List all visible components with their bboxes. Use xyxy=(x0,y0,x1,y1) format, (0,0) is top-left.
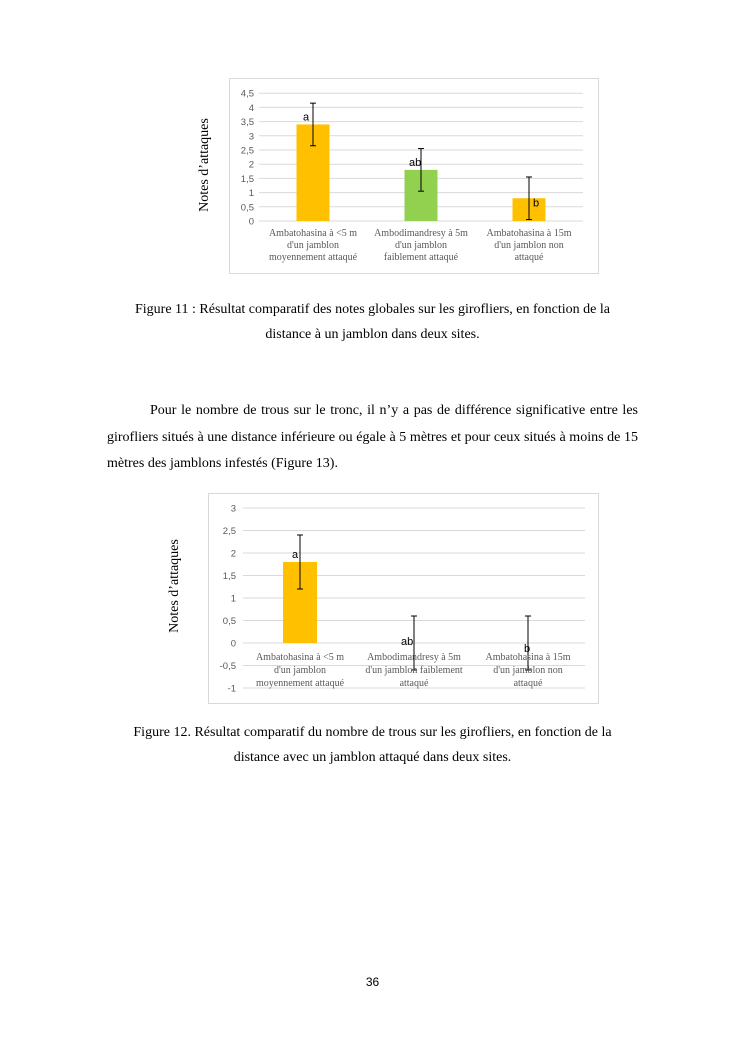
significance-label: b xyxy=(533,197,540,210)
y-tick-label: 1,5 xyxy=(240,173,254,185)
chart1-y-axis-label: Notes d’attaques xyxy=(197,118,212,212)
chart2-y-axis-label: Notes d’attaques xyxy=(167,539,182,633)
page-number: 36 xyxy=(365,975,380,989)
significance-label: a xyxy=(292,549,299,561)
y-tick-label: 1 xyxy=(248,188,254,200)
x-category-label: d'un jamblon xyxy=(286,240,340,251)
y-tick-label: 2,5 xyxy=(240,145,254,157)
chart2 xyxy=(208,493,599,704)
x-category-label: Ambatohasina à 15m xyxy=(486,228,572,239)
chart1-svg xyxy=(230,79,598,273)
x-category-label: Ambatohasina à <5 m xyxy=(255,652,345,663)
chart2-svg xyxy=(209,494,598,703)
chart1 xyxy=(229,78,599,274)
x-category-label: Ambodimandresy à 5m xyxy=(374,228,468,239)
caption-line: Figure 12. Résultat comparatif du nombre de trous sur les girofliers, en fonction de la xyxy=(133,725,612,740)
paragraph-text: Pour le nombre de trous sur le tronc, il n’y a pas de différence significative entre les girofliers situés à une distance inférieure ou égale à 5 mètres et pour ceux situés à moins de 15 mètres des jamblons infestés (Figure 13). xyxy=(107,403,638,471)
significance-label: b xyxy=(524,643,531,655)
x-category-label: Ambodimandresy à 5m xyxy=(367,652,461,663)
x-category-label: d'un jamblon non xyxy=(493,665,563,676)
x-category-label: faiblement attaqué xyxy=(383,252,459,263)
significance-label: ab xyxy=(409,156,422,169)
significance-label: ab xyxy=(401,636,414,648)
caption-line: distance avec un jamblon attaqué dans deux sites. xyxy=(233,750,512,765)
x-category-label: d'un jamblon xyxy=(273,665,327,676)
figure11-caption xyxy=(100,297,645,347)
y-tick-label: 2 xyxy=(230,548,236,560)
x-category-label: attaqué xyxy=(513,678,543,689)
y-tick-label: 0,5 xyxy=(222,616,236,627)
caption-line: Figure 11 : Résultat comparatif des notes globales sur les girofliers, en fonction de la xyxy=(135,302,610,317)
x-category-label: moyennement attaqué xyxy=(268,252,358,263)
y-tick-label: 0 xyxy=(248,216,254,228)
y-tick-label: 3 xyxy=(248,131,254,143)
caption-line: distance à un jamblon dans deux sites. xyxy=(265,327,480,342)
y-tick-label: 1,5 xyxy=(222,571,236,582)
x-category-label: attaqué xyxy=(514,252,544,263)
x-category-label: d'un jamblon non xyxy=(494,240,564,251)
x-category-label: Ambatohasina à 15m xyxy=(485,652,571,663)
x-category-label: attaqué xyxy=(399,678,429,689)
x-category-label: Ambatohasina à <5 m xyxy=(268,228,358,239)
y-tick-label: 0,5 xyxy=(240,202,254,214)
y-tick-label: 4 xyxy=(248,102,254,114)
y-tick-label: 3 xyxy=(230,503,236,515)
x-category-label: moyennement attaqué xyxy=(255,678,345,689)
y-tick-label: 1 xyxy=(230,593,236,605)
y-tick-label: 2 xyxy=(248,159,254,171)
figure12-caption xyxy=(100,720,645,770)
y-tick-label: -0,5 xyxy=(219,661,236,672)
y-tick-label: 3,5 xyxy=(240,117,254,129)
x-category-label: d'un jamblon faiblement xyxy=(365,665,463,676)
body-paragraph xyxy=(107,398,638,478)
y-tick-label: 4,5 xyxy=(240,88,254,100)
y-tick-label: -1 xyxy=(227,683,236,695)
x-category-label: d'un jamblon xyxy=(394,240,448,251)
y-tick-label: 0 xyxy=(230,638,236,650)
y-tick-label: 2,5 xyxy=(222,526,236,537)
significance-label: a xyxy=(303,111,310,124)
